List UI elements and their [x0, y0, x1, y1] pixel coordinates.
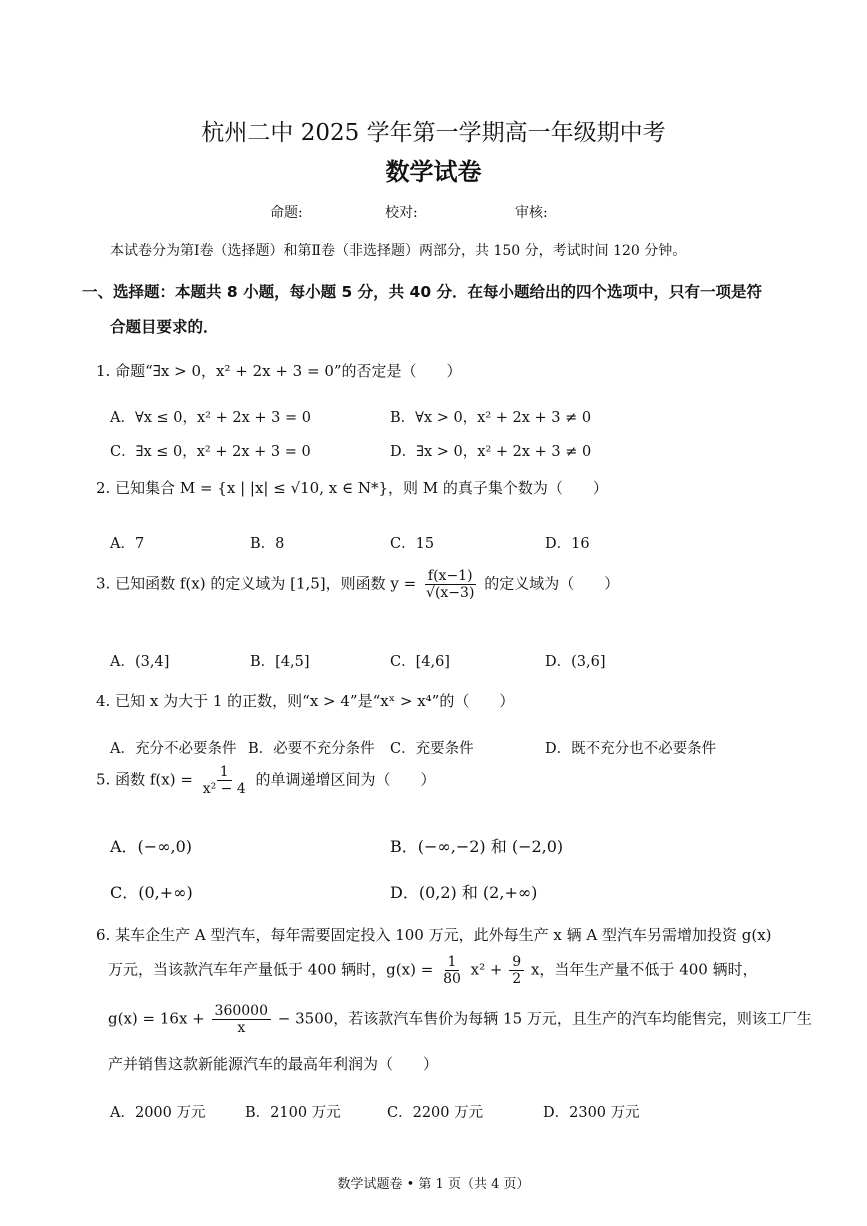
fraction-numerator: f(x−1)	[425, 568, 476, 585]
fraction-denominator: 80	[443, 971, 461, 988]
question-1-option-d: D．∃x > 0，x² + 2x + 3 ≠ 0	[390, 444, 592, 460]
question-3-stem-post: 的定义域为（ ）	[484, 574, 620, 593]
question-1-stem: 1. 命题“∃x > 0，x² + 2x + 3 = 0”的否定是（ ）	[96, 362, 462, 380]
checker-label: 校对:	[385, 205, 418, 221]
question-3-option-a: A．(3,4]	[110, 654, 170, 670]
fraction-denominator: x² − 4	[202, 781, 246, 798]
question-4-option-c: C．充要条件	[390, 741, 474, 757]
question-3-option-b: B．[4,5]	[250, 654, 310, 670]
fraction-numerator: 360000	[212, 1003, 271, 1020]
question-1-option-c: C．∃x ≤ 0，x² + 2x + 3 = 0	[110, 444, 311, 460]
exam-intro: 本试卷分为第Ⅰ卷（选择题）和第Ⅱ卷（非选择题）两部分，共 150 分，考试时间 120 分钟。	[110, 243, 687, 259]
question-6-line-3-pre: g(x) = 16x +	[108, 1009, 205, 1028]
question-2-option-a: A．7	[110, 536, 145, 552]
question-4-option-b: B．必要不充分条件	[248, 741, 375, 757]
question-6-line-3	[108, 1003, 812, 1036]
author-label: 命题:	[270, 205, 303, 221]
section-heading-line1: 一、选择题：本题共 8 小题，每小题 5 分，共 40 分．在每小题给出的四个选项中，只有一项是符	[82, 283, 763, 301]
question-6-option-a: A．2000 万元	[110, 1105, 206, 1121]
question-1-option-a: A．∀x ≤ 0，x² + 2x + 3 = 0	[110, 410, 311, 426]
question-2-stem: 2. 已知集合 M = {x | |x| ≤ √10, x ∈ N*}，则 M 的真子集个数为（ ）	[96, 479, 608, 497]
fraction-numerator: 1	[217, 764, 232, 781]
question-4-option-d: D．既不充分也不必要条件	[545, 741, 717, 757]
question-6-line-3-post: − 3500，若该款汽车售价为每辆 15 万元，且生产的汽车均能售完，则该工厂生	[277, 1009, 812, 1028]
question-5-option-d: D．(0,2) 和 (2,+∞)	[390, 883, 538, 902]
question-6-option-b: B．2100 万元	[245, 1105, 341, 1121]
question-6-line-2-mid: x² +	[470, 960, 503, 979]
question-5-option-c: C．(0,+∞)	[110, 883, 193, 902]
question-3-option-d: D．(3,6]	[545, 654, 606, 670]
section-heading-line2: 合题目要求的．	[110, 318, 219, 336]
page-footer: 数学试题卷 • 第 1 页（共 4 页）	[337, 1177, 530, 1192]
exam-title: 杭州二中 2025 学年第一学期高一年级期中考	[201, 120, 666, 146]
fraction-denominator: √(x−3)	[426, 585, 475, 602]
question-1-option-b: B．∀x > 0，x² + 2x + 3 ≠ 0	[390, 410, 592, 426]
question-6-option-d: D．2300 万元	[543, 1105, 640, 1121]
question-6-fraction-2	[509, 954, 524, 987]
question-5-option-a: A．(−∞,0)	[110, 837, 193, 856]
question-4-option-a: A．充分不必要条件	[110, 741, 237, 757]
question-5-stem-pre: 5. 函数 f(x) =	[96, 770, 193, 789]
question-5-fraction	[200, 764, 249, 797]
question-3-stem	[96, 568, 619, 601]
fraction-numerator: 9	[509, 954, 524, 971]
question-3-stem-pre: 3. 已知函数 f(x) 的定义域为 [1,5]，则函数 y =	[96, 574, 417, 593]
fraction-numerator: 1	[445, 954, 460, 971]
question-5-stem	[96, 764, 436, 797]
fraction-denominator: 2	[512, 971, 522, 988]
reviewer-label: 审核:	[515, 205, 548, 221]
question-6-fraction-3	[212, 1003, 271, 1036]
exam-subtitle: 数学试卷	[385, 158, 482, 186]
question-6-line-2-post: x，当年生产量不低于 400 辆时，	[530, 960, 758, 979]
question-3-fraction	[423, 568, 477, 601]
question-2-option-b: B．8	[250, 536, 285, 552]
question-2-option-c: C．15	[390, 536, 435, 552]
question-5-option-b: B．(−∞,−2) 和 (−2,0)	[390, 837, 564, 856]
question-2-option-d: D．16	[545, 536, 590, 552]
fraction-denominator: x	[237, 1020, 246, 1037]
question-6-line-1: 6. 某车企生产 A 型汽车，每年需要固定投入 100 万元，此外每生产 x 辆 A 型汽车另需增加投资 g(x)	[96, 926, 772, 944]
question-6-line-2-pre: 万元，当该款汽车年产量低于 400 辆时，g(x) =	[108, 960, 434, 979]
question-6-line-4: 产并销售这款新能源汽车的最高年利润为（ ）	[108, 1055, 439, 1073]
question-6-line-2	[108, 954, 758, 987]
question-5-stem-post: 的单调递增区间为（ ）	[255, 770, 436, 789]
question-6-fraction-1	[440, 954, 464, 987]
question-3-option-c: C．[4,6]	[390, 654, 450, 670]
question-6-option-c: C．2200 万元	[387, 1105, 484, 1121]
question-4-stem: 4. 已知 x 为大于 1 的正数，则“x > 4”是“xˣ > x⁴”的（ ）	[96, 692, 515, 710]
